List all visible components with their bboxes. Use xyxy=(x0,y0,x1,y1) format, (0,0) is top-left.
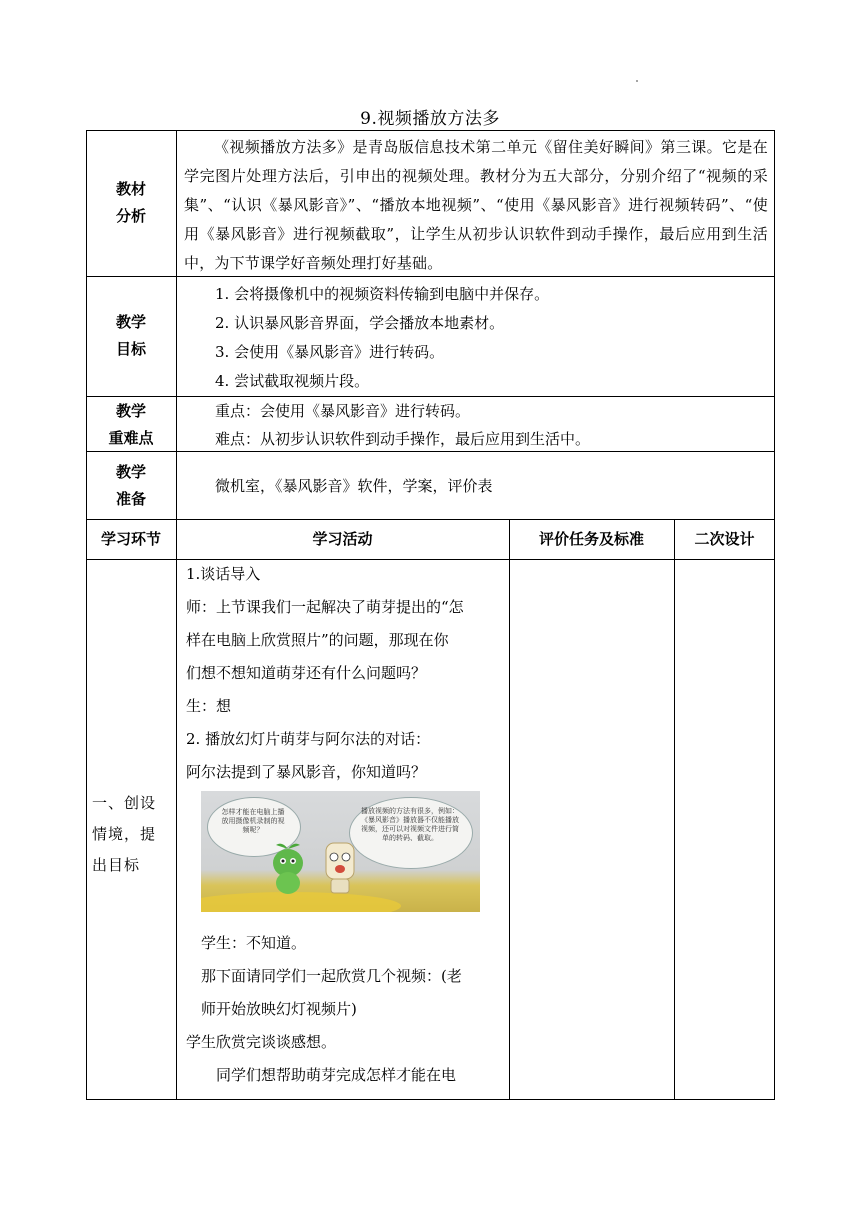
column-divider xyxy=(674,519,675,1100)
goals-label: 教学 目标 xyxy=(115,313,146,358)
key-points-text xyxy=(215,397,765,453)
header-evaluation: 评价任务及标准 xyxy=(538,530,644,548)
stage-activities-continued xyxy=(186,928,506,1090)
activity-line: 同学们想帮助萌芽完成怎样才能在电 xyxy=(216,1066,457,1084)
goal-item: 3. 会使用《暴风影音》进行转码。 xyxy=(215,343,445,361)
materials-text: 《视频播放方法多》是青岛版信息技术第二单元《留住美好瞬间》第三课。它是在学完图片处理方法后，引申出的视频处理。教材分为五大部分，分别介绍了“视频的采集”、“认识《暴风影音》”、“播放本地视频”、“使用《暴风影音》进行视频转码”、“使用《暴风影音》进行视频截取”，让学生从初步认识软件到动手操作，最后应用到生活中，为下节课学好音频处理打好基础。 xyxy=(184,138,768,272)
header-stage: 学习环节 xyxy=(100,530,161,548)
characters-icon xyxy=(201,791,480,912)
speech-bubble-right-text: 播放视频的方法有很多，例如：《暴风影音》播放器不仅能播放视频，还可以对视频文件进行简单的转码、截取。 xyxy=(361,807,459,842)
activity-line: 阿尔法提到了暴风影音，你知道吗？ xyxy=(186,763,427,781)
row-divider xyxy=(86,519,775,520)
column-divider xyxy=(509,519,510,1100)
header-activity: 学习活动 xyxy=(312,530,373,548)
speech-bubble-left-text: 怎样才能在电脑上播放用摄像机录制的视频呢？ xyxy=(221,808,285,834)
goal-item: 1. 会将摄像机中的视频资料传输到电脑中并保存。 xyxy=(215,285,550,303)
activity-line: 样在电脑上欣赏照片”的问题，那现在你 xyxy=(186,631,449,649)
preparation-text: 微机室，《暴风影音》软件，学案，评价表 xyxy=(215,477,493,495)
goal-item: 2. 认识暴风影音界面，学会播放本地素材。 xyxy=(215,314,505,332)
dialogue-illustration xyxy=(201,791,480,912)
preparation-label: 教学 准备 xyxy=(115,463,146,508)
activity-line: 2. 播放幻灯片萌芽与阿尔法的对话： xyxy=(186,730,431,748)
goal-item: 4. 尝试截取视频片段。 xyxy=(215,372,370,390)
activity-line: 学生欣赏完谈谈感想。 xyxy=(186,1033,337,1051)
difficult-point: 难点：从初步认识软件到动手操作，最后应用到生活中。 xyxy=(215,430,591,448)
goals-list xyxy=(215,280,765,396)
key-points-label: 教学 重难点 xyxy=(108,402,154,447)
stage-name: 一、创设 情境，提 出目标 xyxy=(92,794,157,874)
activity-line: 那下面请同学们一起欣赏几个视频：(老 xyxy=(201,967,462,985)
column-divider xyxy=(176,130,177,1100)
stage-activities xyxy=(186,559,506,787)
activity-line: 1.谈话导入 xyxy=(186,565,261,583)
materials-label: 教材 分析 xyxy=(115,180,146,225)
page-title: 9.视频播放方法多 xyxy=(360,109,500,129)
activity-line: 们想不想知道萌芽还有什么问题吗？ xyxy=(186,664,427,682)
scan-dot xyxy=(636,80,638,82)
activity-line: 师开始放映幻灯视频片) xyxy=(201,1000,357,1018)
activity-line: 学生：不知道。 xyxy=(201,934,307,952)
header-redesign: 二次设计 xyxy=(694,530,755,548)
activity-line: 师：上节课我们一起解决了萌芽提出的“怎 xyxy=(186,598,464,616)
activity-line: 生：想 xyxy=(186,697,232,715)
key-point: 重点：会使用《暴风影音》进行转码。 xyxy=(215,402,471,420)
